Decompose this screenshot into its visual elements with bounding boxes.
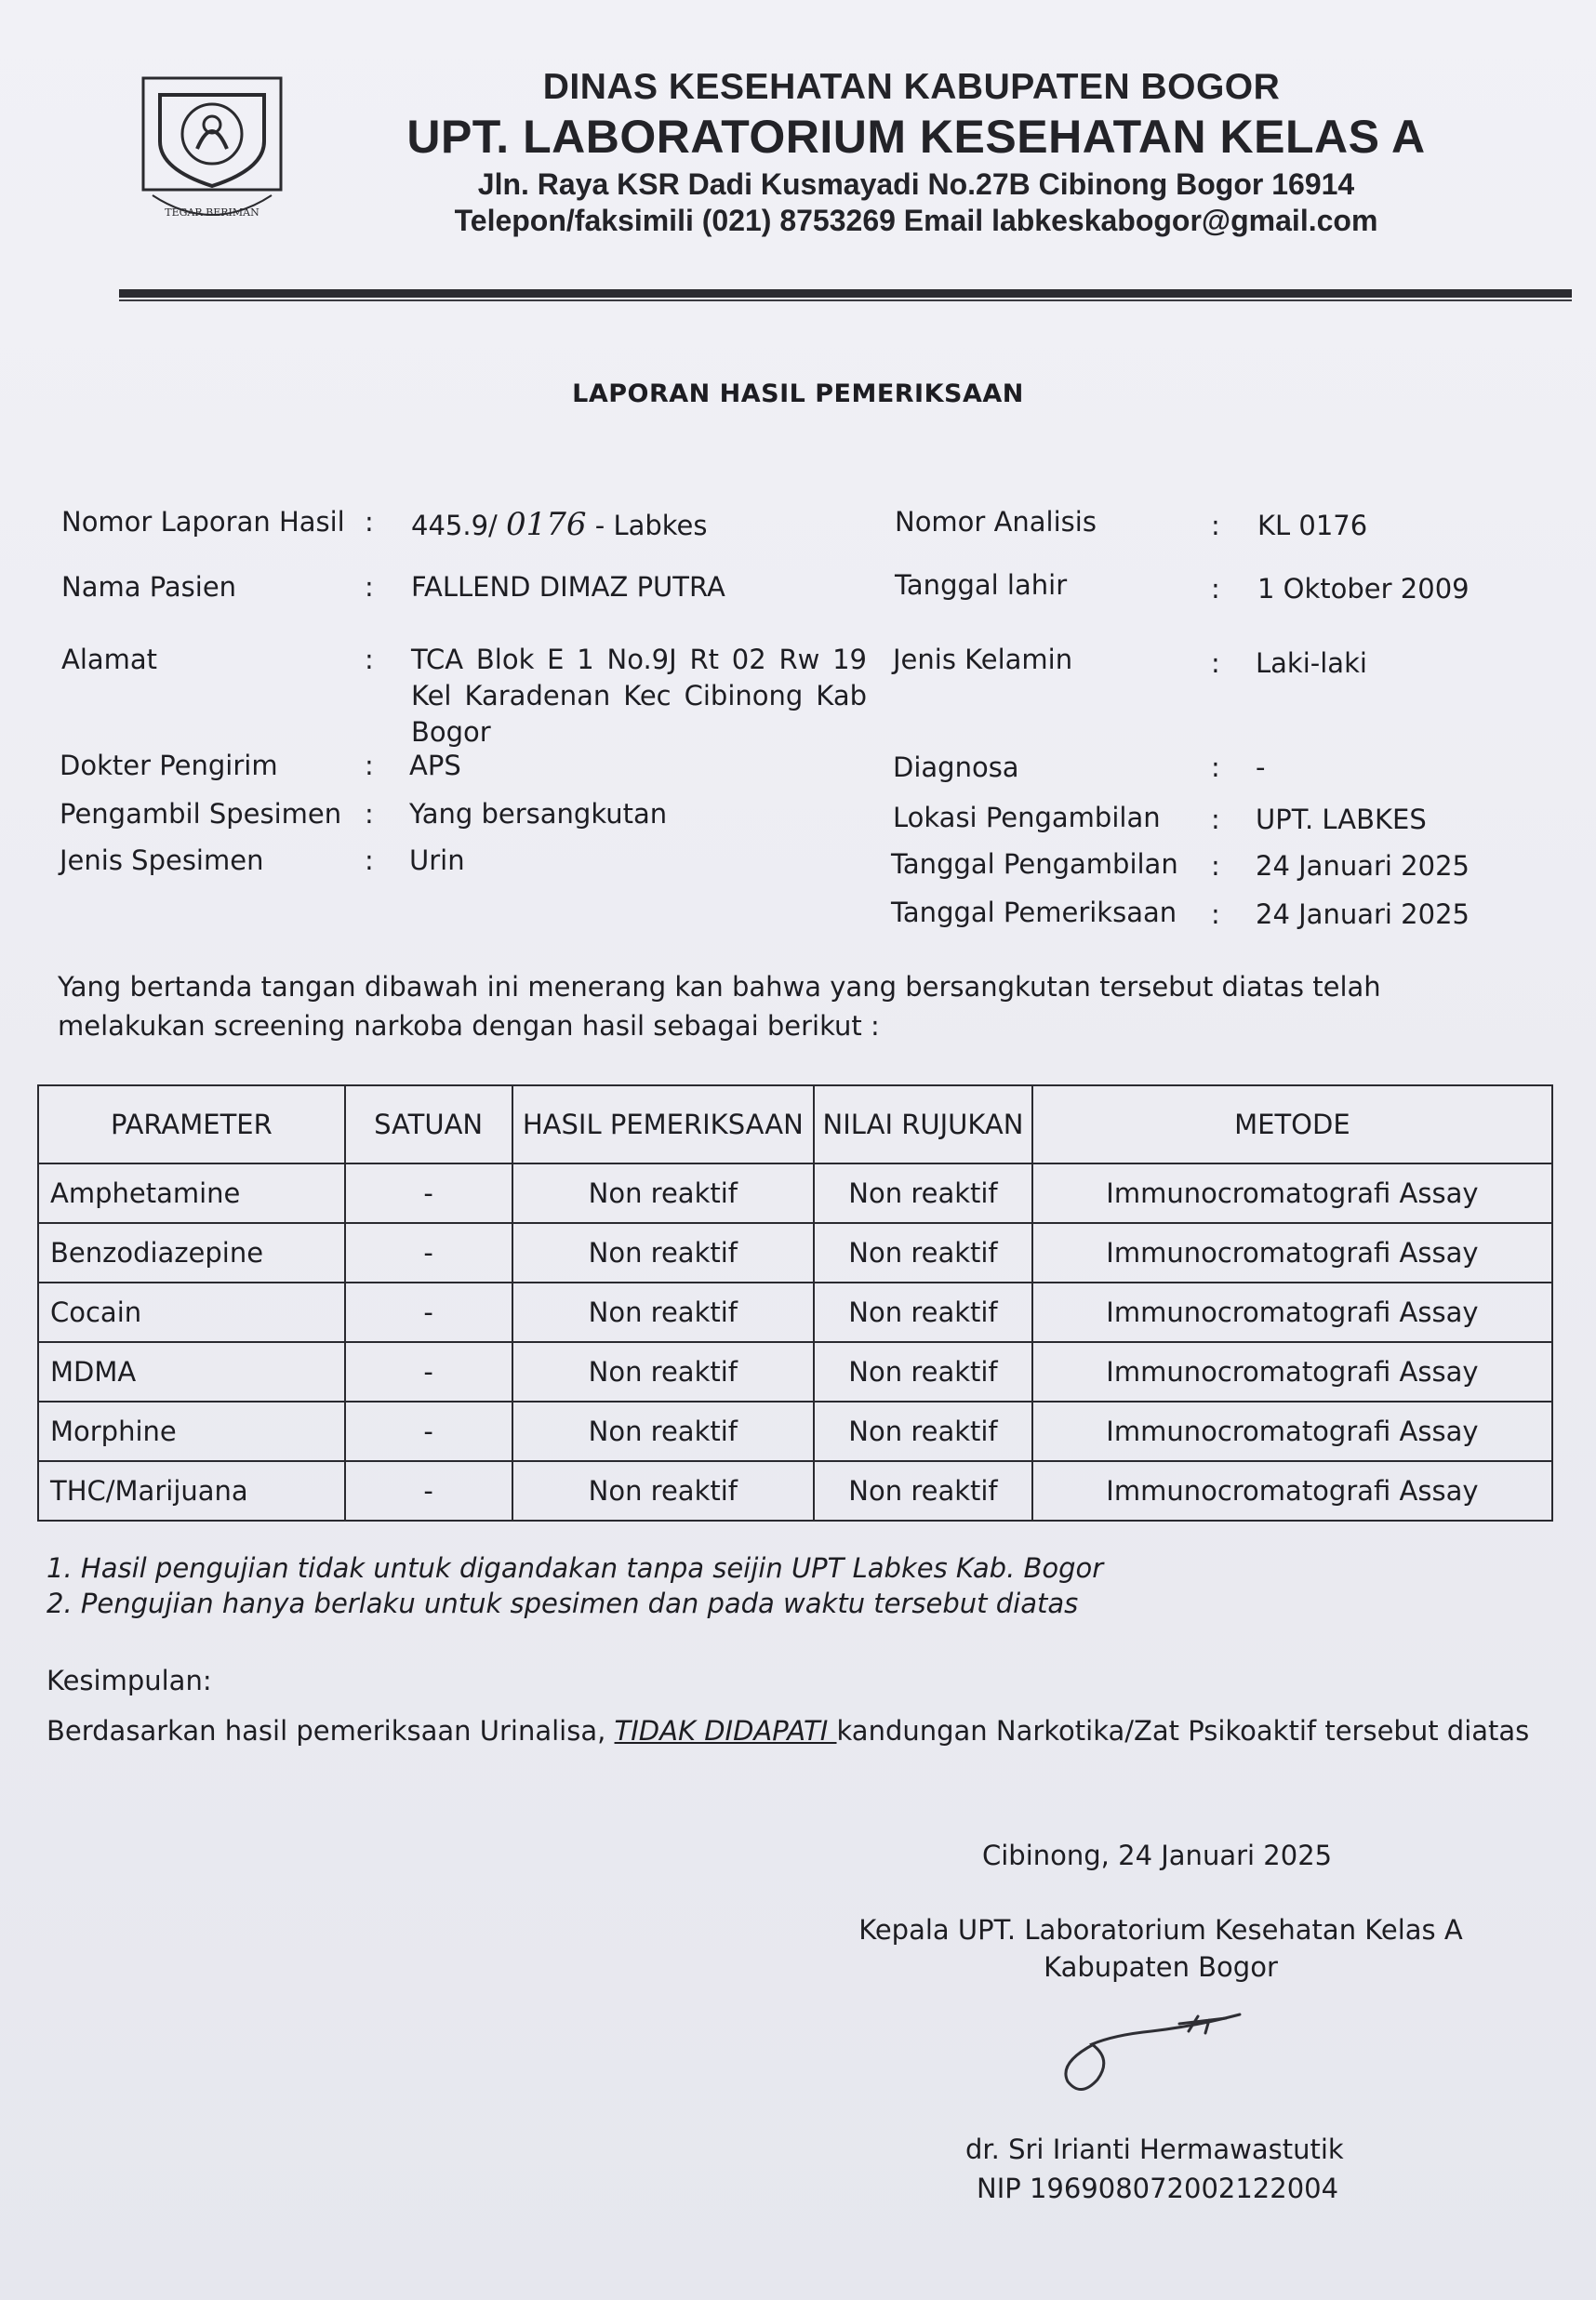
col-header-unit: SATUAN bbox=[345, 1085, 512, 1163]
note-1: 1. Hasil pengujian tidak untuk digandakan tanpa seijin UPT Labkes Kab. Bogor bbox=[47, 1552, 1104, 1584]
field-label-gender: Jenis Kelamin bbox=[893, 644, 1073, 675]
field-sep: : bbox=[1211, 804, 1220, 835]
cell-result: Non reaktif bbox=[512, 1283, 815, 1342]
conclusion-label: Kesimpulan: bbox=[47, 1665, 212, 1696]
field-value-birth-date: 1 Oktober 2009 bbox=[1257, 573, 1470, 605]
header-rule-thick bbox=[119, 289, 1572, 298]
cell-method: Immunocromatografi Assay bbox=[1032, 1342, 1552, 1402]
field-value-specimen-collector: Yang bersangkutan bbox=[409, 798, 668, 830]
field-sep: : bbox=[365, 571, 374, 603]
field-value-examination-date: 24 Januari 2025 bbox=[1256, 898, 1470, 930]
lab-address: Jln. Raya KSR Dadi Kusmayadi No.27B Cibinong Bogor 16914 bbox=[477, 167, 1355, 201]
table-row bbox=[38, 1402, 1552, 1461]
field-label-address: Alamat bbox=[61, 644, 158, 675]
cell-reference: Non reaktif bbox=[814, 1402, 1032, 1461]
field-value-collection-location: UPT. LABKES bbox=[1256, 804, 1427, 835]
conclusion-after: kandungan Narkotika/Zat Psikoaktif tersebut diatas bbox=[836, 1715, 1530, 1747]
field-sep: : bbox=[1211, 647, 1220, 679]
table-row bbox=[38, 1223, 1552, 1283]
cell-method: Immunocromatografi Assay bbox=[1032, 1163, 1552, 1223]
cell-result: Non reaktif bbox=[512, 1461, 815, 1521]
field-sep: : bbox=[1211, 898, 1220, 930]
table-row bbox=[38, 1283, 1552, 1342]
field-label-examination-date: Tanggal Pemeriksaan bbox=[891, 897, 1177, 928]
field-label-specimen-collector: Pengambil Spesimen bbox=[60, 798, 342, 830]
field-label-collection-location: Lokasi Pengambilan bbox=[893, 802, 1161, 833]
col-header-reference: NILAI RUJUKAN bbox=[814, 1085, 1032, 1163]
conclusion-before: Berdasarkan hasil pemeriksaan Urinalisa, bbox=[47, 1715, 615, 1747]
field-label-specimen-type: Jenis Spesimen bbox=[60, 844, 264, 876]
agency-name: DINAS KESEHATAN KABUPATEN BOGOR bbox=[542, 67, 1281, 107]
cell-result: Non reaktif bbox=[512, 1402, 815, 1461]
report-number-prefix: 445.9/ bbox=[411, 510, 498, 541]
note-2: 2. Pengujian hanya berlaku untuk spesimen dan pada waktu tersebut diatas bbox=[47, 1588, 1079, 1619]
signatory-name: dr. Sri Irianti Hermawastutik bbox=[965, 2134, 1344, 2165]
cell-reference: Non reaktif bbox=[814, 1461, 1032, 1521]
cell-parameter: Amphetamine bbox=[38, 1163, 345, 1223]
cell-reference: Non reaktif bbox=[814, 1283, 1032, 1342]
field-value-address: TCA Blok E 1 No.9J Rt 02 Rw 19 Kel Karadenan Kec Cibinong Kab Bogor bbox=[411, 644, 867, 748]
field-sep: : bbox=[365, 644, 374, 675]
table-row bbox=[38, 1163, 1552, 1223]
signature-position-2: Kabupaten Bogor bbox=[1044, 1951, 1278, 1983]
table-row bbox=[38, 1461, 1552, 1521]
cell-reference: Non reaktif bbox=[814, 1163, 1032, 1223]
field-label-birth-date: Tanggal lahir bbox=[895, 569, 1068, 601]
field-value-patient-name: FALLEND DIMAZ PUTRA bbox=[411, 571, 725, 603]
field-label-report-number: Nomor Laporan Hasil bbox=[61, 506, 345, 538]
svg-text:TEGAR BERIMAN: TEGAR BERIMAN bbox=[165, 206, 259, 219]
report-number-suffix: - Labkes bbox=[594, 510, 708, 541]
field-sep: : bbox=[1211, 573, 1220, 605]
conclusion-emphasis: TIDAK DIDAPATI bbox=[614, 1715, 837, 1747]
lab-name: UPT. LABORATORIUM KESEHATAN KELAS A bbox=[406, 111, 1426, 163]
notes bbox=[47, 1550, 1103, 1621]
field-sep: : bbox=[365, 506, 374, 538]
table-header-row bbox=[38, 1085, 1552, 1163]
signatory-nip: NIP 196908072002122004 bbox=[977, 2173, 1339, 2204]
field-value-collection-date: 24 Januari 2025 bbox=[1256, 850, 1470, 882]
cell-parameter: Cocain bbox=[38, 1283, 345, 1342]
field-value-analysis-number: KL 0176 bbox=[1257, 510, 1368, 541]
cell-result: Non reaktif bbox=[512, 1342, 815, 1402]
conclusion-text bbox=[47, 1715, 1529, 1747]
header-rule-thin bbox=[119, 299, 1572, 301]
cell-unit: - bbox=[345, 1402, 512, 1461]
cell-parameter: Benzodiazepine bbox=[38, 1223, 345, 1283]
field-label-analysis-number: Nomor Analisis bbox=[895, 506, 1097, 538]
results-table bbox=[37, 1084, 1553, 1522]
cell-unit: - bbox=[345, 1163, 512, 1223]
cell-method: Immunocromatografi Assay bbox=[1032, 1283, 1552, 1342]
field-sep: : bbox=[1211, 751, 1220, 783]
field-label-diagnosis: Diagnosa bbox=[893, 751, 1019, 783]
cell-result: Non reaktif bbox=[512, 1163, 815, 1223]
col-header-method: METODE bbox=[1032, 1085, 1552, 1163]
cell-result: Non reaktif bbox=[512, 1223, 815, 1283]
field-label-patient-name: Nama Pasien bbox=[61, 571, 237, 603]
cell-unit: - bbox=[345, 1283, 512, 1342]
field-value-specimen-type: Urin bbox=[409, 844, 465, 876]
statement-paragraph: Yang bertanda tangan dibawah ini menerang kan bahwa yang bersangkutan tersebut diatas telah melakukan screening narkoba dengan hasil sebagai berikut : bbox=[58, 971, 1381, 1042]
regency-logo-icon bbox=[141, 76, 283, 225]
field-value-referring-doctor: APS bbox=[409, 750, 461, 781]
field-value-report-number bbox=[411, 506, 708, 543]
cell-unit: - bbox=[345, 1461, 512, 1521]
field-label-referring-doctor: Dokter Pengirim bbox=[60, 750, 278, 781]
report-number-handwritten: 0176 bbox=[506, 506, 587, 543]
field-sep: : bbox=[365, 750, 374, 781]
table-row bbox=[38, 1342, 1552, 1402]
cell-parameter: Morphine bbox=[38, 1402, 345, 1461]
lab-contact: Telepon/faksimili (021) 8753269 Email labkeskabogor@gmail.com bbox=[454, 204, 1378, 237]
cell-unit: - bbox=[345, 1342, 512, 1402]
cell-reference: Non reaktif bbox=[814, 1342, 1032, 1402]
field-sep: : bbox=[1211, 850, 1220, 882]
field-value-diagnosis: - bbox=[1256, 751, 1266, 783]
col-header-result: HASIL PEMERIKSAAN bbox=[512, 1085, 815, 1163]
cell-method: Immunocromatografi Assay bbox=[1032, 1461, 1552, 1521]
field-value-gender: Laki-laki bbox=[1256, 647, 1367, 679]
cell-parameter: THC/Marijuana bbox=[38, 1461, 345, 1521]
cell-reference: Non reaktif bbox=[814, 1223, 1032, 1283]
field-sep: : bbox=[365, 844, 374, 876]
field-label-collection-date: Tanggal Pengambilan bbox=[891, 848, 1178, 880]
field-sep: : bbox=[1211, 510, 1220, 541]
cell-parameter: MDMA bbox=[38, 1342, 345, 1402]
col-header-parameter: PARAMETER bbox=[38, 1085, 345, 1163]
handwritten-signature-icon bbox=[1040, 1979, 1263, 2100]
cell-unit: - bbox=[345, 1223, 512, 1283]
signature-position-1: Kepala UPT. Laboratorium Kesehatan Kelas A bbox=[858, 1914, 1463, 1946]
document-title: LAPORAN HASIL PEMERIKSAAN bbox=[572, 379, 1024, 408]
letterhead bbox=[307, 67, 1525, 238]
signature-place-date: Cibinong, 24 Januari 2025 bbox=[982, 1840, 1333, 1871]
cell-method: Immunocromatografi Assay bbox=[1032, 1402, 1552, 1461]
field-sep: : bbox=[365, 798, 374, 830]
cell-method: Immunocromatografi Assay bbox=[1032, 1223, 1552, 1283]
